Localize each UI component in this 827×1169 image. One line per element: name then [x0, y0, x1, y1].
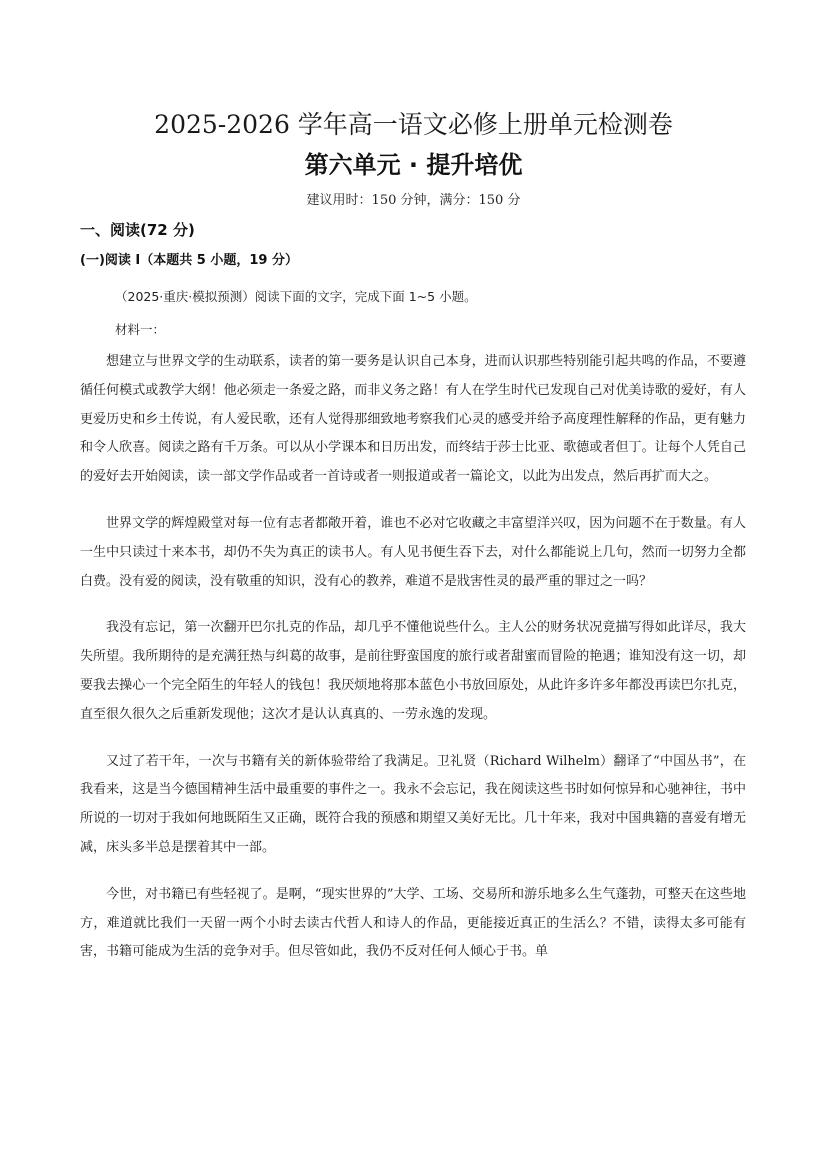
passage-paragraph: 又过了若干年，一次与书籍有关的新体验带给了我满足。卫礼贤（Richard Wilhelm）翻译了“中国丛书”，在我看来，这是当今德国精神生活中最重要的事件之一。我永不会忘记，我在阅读这些书时如何惊异和心驰神往，书中所说的一切对于我如何地既陌生又正确，既符合我的预感和期望又美好无比。几十年来，我对中国典籍的喜爱有增无减，床头多半总是摆着其中一部。	[80, 753, 746, 855]
passage-paragraph: 想建立与世界文学的生动联系，读者的第一要务是认识自己本身，进而认识那些特别能引起共鸣的作品，不要遵循任何模式或教学大纲！他必须走一条爱之路，而非义务之路！有人在学生时代已发现自己对优美诗歌的爱好，有人更爱历史和乡土传说，有人爱民歌，还有人觉得那细致地考察我们心灵的感受并给予高度理性解释的作品，更有魅力和令人欣喜。阅读之路有千万条。可以从小学课本和日历出发，而终结于莎士比亚、歌德或者但丁。让每个人凭自己的爱好去开始阅读，读一部文学作品或者一首诗或者一则报道或者一篇论文，以此为出发点，然后再扩而大之。	[80, 354, 746, 485]
exam-time-score-info: 建议用时：150 分钟，满分：150 分	[306, 193, 521, 208]
subsection-heading: (一)阅读 I（本题共 5 小题，19 分）	[80, 253, 298, 268]
passage-paragraph: 我没有忘记，第一次翻开巴尔扎克的作品，却几乎不懂他说些什么。主人公的财务状况竟描写得如此详尽，我大失所望。我所期待的是充满狂热与纠葛的故事，是前往野蛮国度的旅行或者甜蜜而冒险的艳遇；谁知没有这一切，却要我去操心一个完全陌生的年轻人的钱包！我厌烦地将那本蓝色小书放回原处，从此许多许多年都没再读巴尔扎克，直至很久很久之后重新发现他；这次才是认认真真的、一劳永逸的发现。	[80, 620, 746, 722]
exam-title: 2025-2026 学年高一语文必修上册单元检测卷	[154, 110, 673, 139]
passage-paragraph: 世界文学的辉煌殿堂对每一位有志者都敞开着，谁也不必对它收藏之丰富望洋兴叹，因为问题不在于数量。有人一生中只读过十来本书，却仍不失为真正的读书人。有人见书便生吞下去，对什么都能说上几句，然而一切努力全都白费。没有爱的阅读，没有敬重的知识，没有心的教养，难道不是戕害性灵的最严重的罪过之一吗？	[80, 515, 746, 589]
section-heading: 一、阅读(72 分)	[80, 221, 195, 239]
passage-paragraph: 今世，对书籍已有些轻视了。是啊，“现实世界的”大学、工场、交易所和游乐地多么生气蓬勃，可整天在这些地方，难道就比我们一天留一两个小时去读古代哲人和诗人的作品，更能接近真正的生活么？不错，读得太多可能有害，书籍可能成为生活的竞争对手。但尽管如此，我仍不反对任何人倾心于书。单	[80, 886, 746, 960]
material-label: 材料一：	[115, 322, 166, 337]
source-note: （2025·重庆·模拟预测）阅读下面的文字，完成下面 1~5 小题。	[115, 289, 477, 304]
reading-passage	[80, 348, 746, 967]
exam-subtitle: 第六单元 · 提升培优	[304, 151, 523, 179]
